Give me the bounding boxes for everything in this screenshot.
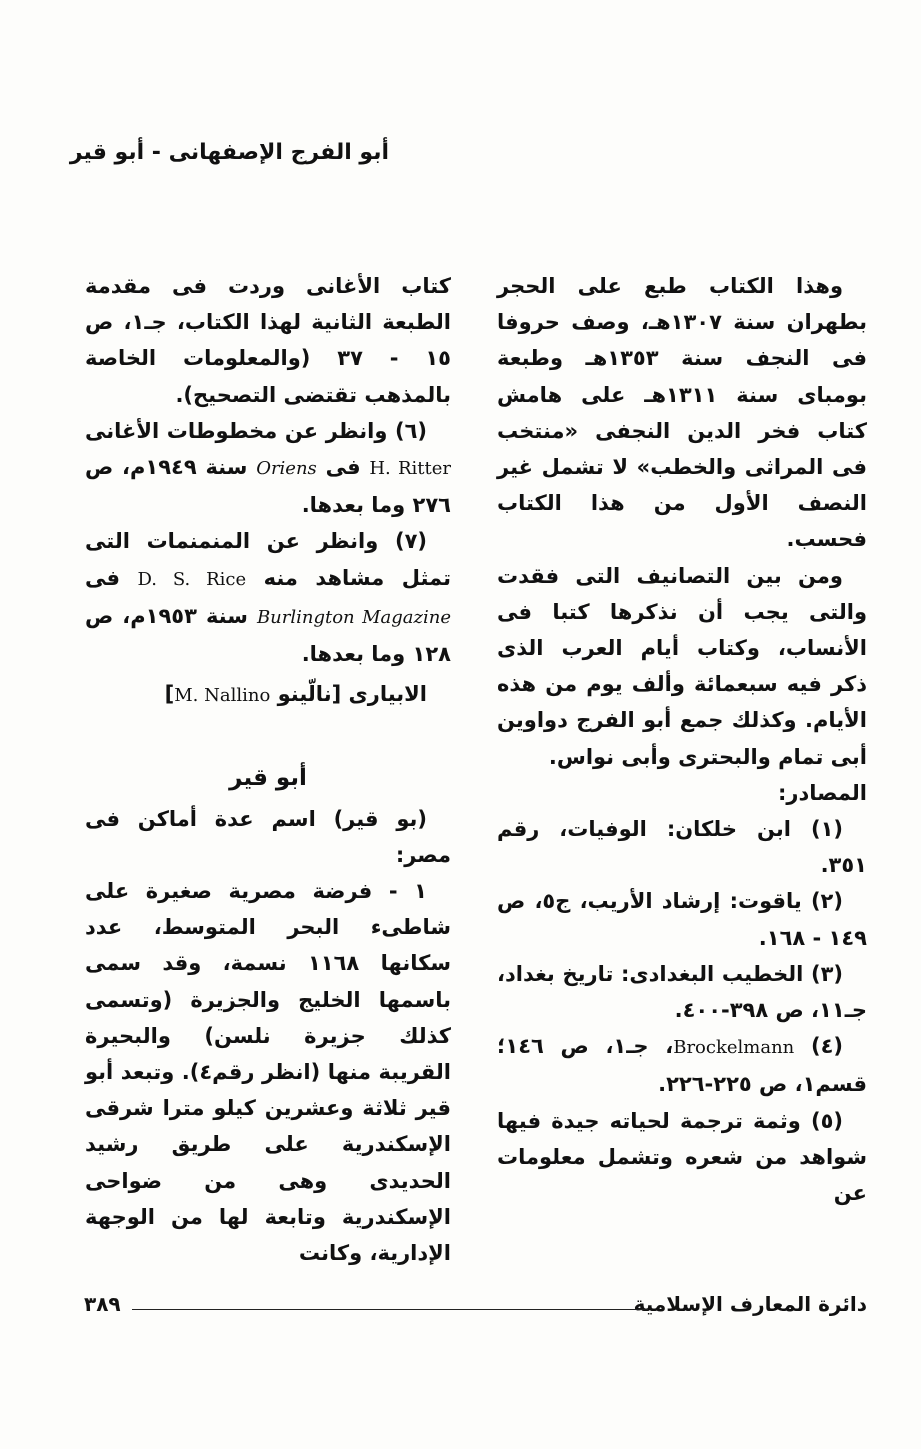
footnote: [85, 523, 451, 672]
footnote-text: فى: [85, 565, 120, 590]
right-column: [497, 268, 867, 1211]
source-number: (٤): [810, 1034, 843, 1059]
paragraph: وهذا الكتاب طبع على الحجر بطهران سنة ١٣٠٧هـ، وصف حروفا فى النجف سنة ١٣٥٣هـ وطبعة بومباى سنة ١٣١١هـ على هامش كتاب فخر الدين النجفى «منتخب فى المراثى والخطب» لا تشمل غير النصف الأول من هذا الكتاب فحسب.: [497, 274, 867, 552]
latin-reference: H. Ritter: [369, 458, 451, 480]
source-text: ، جـ١، ص ١٤٦؛ قسم١، ص ٢٢٥-٢٢٦.: [497, 1034, 867, 1097]
latin-reference: Brockelmann: [673, 1037, 795, 1059]
footnote-text: (٧) وانظر عن المنمنمات التى تمثل مشاهد منه: [85, 529, 451, 590]
latin-reference: D. S. Rice: [137, 568, 247, 590]
footnote-text: سنة ١٩٤٩م، ص ٢٧٦ وما بعدها.: [85, 455, 451, 518]
paragraph: كتاب الأغانى وردت فى مقدمة الطبعة الثانية لهذا الكتاب، جـ١، ص ١٥ - ٣٧ (والمعلومات الخاصة بالمذهب تقتضى التصحيح).: [85, 274, 451, 407]
sources-heading: المصادر:: [777, 780, 867, 805]
paragraph: ١ - فرضة مصرية صغيرة على شاطىء البحر المتوسط، عدد سكانها ١١٦٨ نسمة، وقد سمى باسمها الخليج والجزيرة (وتسمى كذلك جزيرة نلسن) والبحيرة القريبة منها (انظر رقم٤). وتبعد أبو قير ثلاثة وعشرين كيلو مترا شرقى الإسكندرية على طريق رشيد الحديدى وهى من ضواحى الإسكندرية وتابعة لها من الوجهة الإدارية، وكانت: [85, 879, 451, 1266]
source-entry: (٣) الخطيب البغدادى: تاريخ بغداد، جـ١١، ص ٣٩٨-٤٠٠.: [497, 961, 867, 1023]
source-entry: [497, 1028, 867, 1102]
footer-rule: [132, 1309, 648, 1310]
left-column: [85, 268, 451, 1271]
footnote-text: سنة ١٩٥٣م، ص ١٢٨ وما بعدها.: [85, 603, 451, 667]
running-header: أبو الفرج الإصفهانى - أبو قير: [69, 140, 389, 165]
paragraph: ومن بين التصانيف التى فقدت والتى يجب أن نذكرها كتبا فى الأنساب، وكتاب أيام العرب الذى ذكر فيه سبعمائة وألف يوم من هذه الأيام. وكذلك جمع أبو الفرج دواوين أبى تمام والبحترى وأبى نواس.: [497, 563, 867, 769]
footnote-text: فى: [325, 455, 361, 480]
signature-latin: M. Nallino: [174, 685, 271, 707]
footnote: [85, 413, 451, 524]
paragraph: (بو قير) اسم عدة أماكن فى مصر:: [85, 806, 451, 867]
footer-journal-name: دائرة المعارف الإسلامية: [633, 1292, 867, 1316]
signature-bracket: ]: [164, 682, 175, 707]
article-title: أبو قير: [229, 765, 307, 792]
journal-name: Oriens: [256, 458, 317, 480]
source-entry: (٢) ياقوت: إرشاد الأريب، ج٥، ص ١٤٩ - ١٦٨.: [497, 889, 867, 950]
page-number: ٣٨٩: [84, 1292, 121, 1316]
source-entry: (٥) وثمة ترجمة لحياته جيدة فيها شواهد من شعره وتشمل معلومات عن: [497, 1108, 867, 1206]
author-signature: [85, 676, 451, 714]
signature-text: الابيارى [نالّينو: [277, 682, 427, 707]
footnote-text: (٦) وانظر عن مخطوطات الأغانى: [85, 418, 427, 443]
journal-name: Burlington Magazine: [256, 606, 451, 628]
source-entry: (١) ابن خلكان: الوفيات، رقم ٣٥١.: [497, 817, 867, 878]
